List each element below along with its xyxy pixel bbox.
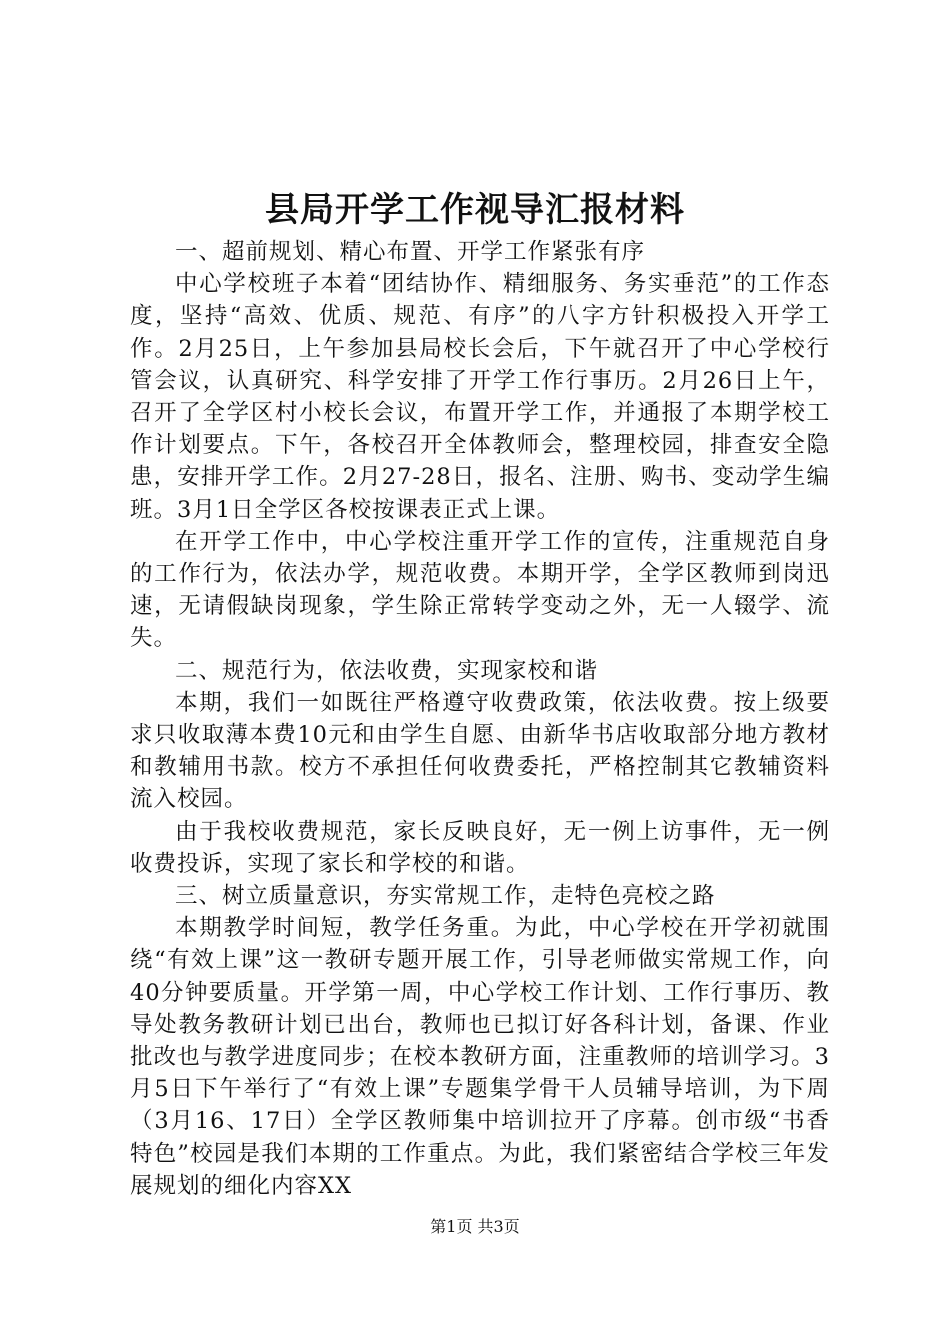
document-body xyxy=(130,236,830,1202)
paragraph: 本期，我们一如既往严格遵守收费政策，依法收费。按上级要求只收取薄本费10元和由学生自愿、由新华书店收取部分地方教材和教辅用书款。校方不承担任何收费委托，严格控制其它教辅资料流入校园。 xyxy=(130,689,830,813)
paragraph: 本期教学时间短，教学任务重。为此，中心学校在开学初就围绕“有效上课”这一教研专题开展工作，引导老师做实常规工作，向40分钟要质量。开学第一周，中心学校工作计划、工作行事历、教导处教务教研计划已出台，教师也已拟订好各科计划，备课、作业批改也与教学进度同步；在校本教研方面，注重教师的培训学习。3月5日下午举行了“有效上课”专题集学骨干人员辅导培训，为下周（3月16、17日）全学区教师集中培训拉开了序幕。创市级“书香特色”校园是我们本期的工作重点。为此，我们紧密结合学校三年发展规划的细化内容XX xyxy=(130,915,830,1199)
document-title: 县局开学工作视导汇报材料 xyxy=(265,190,685,230)
section-heading-1: 一、超前规划、精心布置、开学工作紧张有序 xyxy=(175,239,646,265)
page-number: 第1页 共3页 xyxy=(430,1217,520,1236)
section-heading-2: 二、规范行为，依法收费，实现家校和谐 xyxy=(175,657,599,684)
paragraph: 由于我校收费规范，家长反映良好，无一例上访事件，无一例收费投诉，实现了家长和学校的和谐。 xyxy=(130,818,830,877)
section-heading-3: 三、树立质量意识，夯实常规工作，走特色亮校之路 xyxy=(175,883,716,910)
paragraph: 中心学校班子本着“团结协作、精细服务、务实垂范”的工作态度，坚持“高效、优质、规范、有序”的八字方针积极投入开学工作。2月25日，上午参加县局校长会后，下午就召开了中心学校行管会议，认真研究、科学安排了开学工作行事历。2月26日上午，召开了全学区村小校长会议，布置开学工作，并通报了本期学校工作计划要点。下午，各校召开全体教师会，整理校园，排查安全隐患，安排开学工作。2月27-28日，报名、注册、购书、变动学生编班。3月1日全学区各校按课表正式上课。 xyxy=(130,271,830,523)
paragraph: 在开学工作中，中心学校注重开学工作的宣传，注重规范自身的工作行为，依法办学，规范收费。本期开学，全学区教师到岗迅速，无请假缺岗现象，学生除正常转学变动之外，无一人辍学、流失。 xyxy=(130,528,830,652)
